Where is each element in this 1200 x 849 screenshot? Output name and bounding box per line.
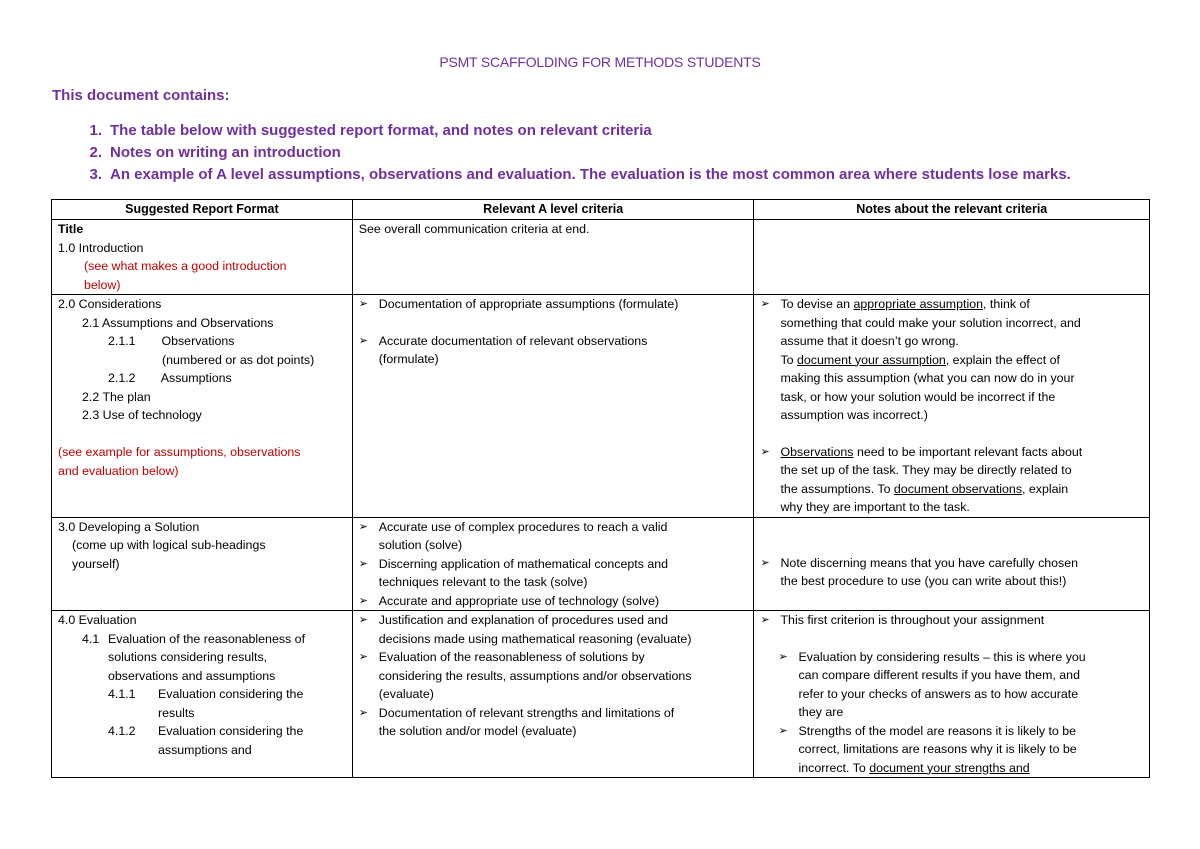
arrow-bullet-icon: ➢ [358,334,368,347]
arrow-bullet-icon: ➢ [760,556,770,569]
list-item: ➢ Accurate and appropriate use of technology (solve) [359,592,748,611]
format-cell: 4.0 Evaluation 4.1 Evaluation of the reasonableness of solutions considering results, observations and assumptions 4.1.1 Evaluation considering the results 4.1.2 Evaluation considering the assumptions and [52,611,353,778]
arrow-bullet-icon: ➢ [778,724,788,737]
list-item: ➢ Evaluation of the reasonableness of solutions by considering the results, assumptions and/or observations (evaluate) [359,648,748,704]
contents-list [52,120,1071,186]
list-item: ➢ Accurate use of complex procedures to reach a valid solution (solve) [359,518,748,555]
arrow-bullet-icon: ➢ [358,557,368,570]
criteria-cell [352,295,754,518]
header-suggested-format: Suggested Report Format [52,200,353,220]
arrow-bullet-icon: ➢ [760,298,770,310]
list-item: ➢ Evaluation by considering results – this is where you can compare different results if you have them, and refer to your checks of answers as to how accurate they are [760,648,1143,722]
criteria-cell [352,611,754,778]
list-item: ➢ Observations need to be important relevant facts about the set up of the task. They may be directly related to the assumptions. To document observations, explain why they are important to the task. [760,443,1143,517]
report-format-table [51,199,1150,778]
document-title: PSMT SCAFFOLDING FOR METHODS STUDENTS [439,54,761,70]
arrow-bullet-icon: ➢ [778,650,788,663]
header-notes: Notes about the relevant criteria [754,200,1150,220]
list-item: 2. Notes on writing an introduction [89,144,341,161]
header-criteria: Relevant A level criteria [352,200,754,220]
arrow-bullet-icon: ➢ [760,445,770,458]
arrow-bullet-icon: ➢ [358,298,368,310]
list-item: ➢ Accurate documentation of relevant observations (formulate) [359,332,748,369]
format-cell: 3.0 Developing a Solution (come up with logical sub-headings yourself) [52,517,353,611]
arrow-bullet-icon: ➢ [358,614,368,626]
criteria-cell [352,517,754,611]
arrow-bullet-icon: ➢ [358,651,368,663]
notes-cell [754,611,1150,778]
list-item: ➢ Note discerning means that you have carefully chosen the best procedure to use (you can write about this!) [760,554,1143,591]
contents-heading: This document contains: [52,87,230,104]
list-item: ➢ Justification and explanation of procedures used and decisions made using mathematical reasoning (evaluate) [359,611,748,648]
list-item: 1. The table below with suggested report format, and notes on relevant criteria [89,122,652,139]
table-row [52,220,1150,295]
list-item: ➢ Documentation of appropriate assumptions (formulate) [359,295,748,314]
format-cell: 2.0 Considerations 2.1 Assumptions and Observations 2.1.1 Observations (numbered or as dot points) 2.1.2 Assumptions 2.2 The plan 2.3 Use of technology (see example for assumptions, observations and evaluation below) [52,295,353,518]
arrow-bullet-icon: ➢ [358,706,368,719]
notes-cell [754,295,1150,518]
list-item: 4.1 Evaluation of the reasonableness of solutions considering results, observations and assumptions [82,631,306,683]
arrow-bullet-icon: ➢ [760,614,770,626]
table-row [52,517,1150,611]
list-item: ➢ Documentation of relevant strengths and limitations of the solution and/or model (evaluate) [359,704,748,741]
list-item: 4.1.1 Evaluation considering the results [108,687,304,720]
list-item: ➢ Strengths of the model are reasons it is likely to be correct, limitations are reasons why it is likely to be incorrect. To document your strengths and [760,722,1143,778]
notes-cell [754,220,1150,295]
table-row [52,295,1150,518]
table-header-row [52,200,1150,220]
list-item: 4.1.2 Evaluation considering the assumptions and [108,724,304,757]
notes-cell [754,517,1150,611]
list-item: ➢ To devise an appropriate assumption, think of something that could make your solution incorrect, and assume that it doesn’t go wrong. To document your assumption, explain the effect of making this assumption (what you can now do in your task, or how your solution would be incorrect if the assumption was incorrect.) [760,295,1143,425]
list-item: 3. An example of A level assumptions, observations and evaluation. The evaluation is the most common area where students lose marks. [89,166,1071,183]
arrow-bullet-icon: ➢ [358,520,368,533]
list-item: ➢ Discerning application of mathematical concepts and techniques relevant to the task (solve) [359,555,748,592]
arrow-bullet-icon: ➢ [358,594,368,607]
criteria-cell: See overall communication criteria at end. [352,220,754,295]
table-row [52,611,1150,778]
format-cell: Title 1.0 Introduction (see what makes a good introduction below) [52,220,353,295]
list-item: ➢ This first criterion is throughout your assignment [760,611,1143,630]
